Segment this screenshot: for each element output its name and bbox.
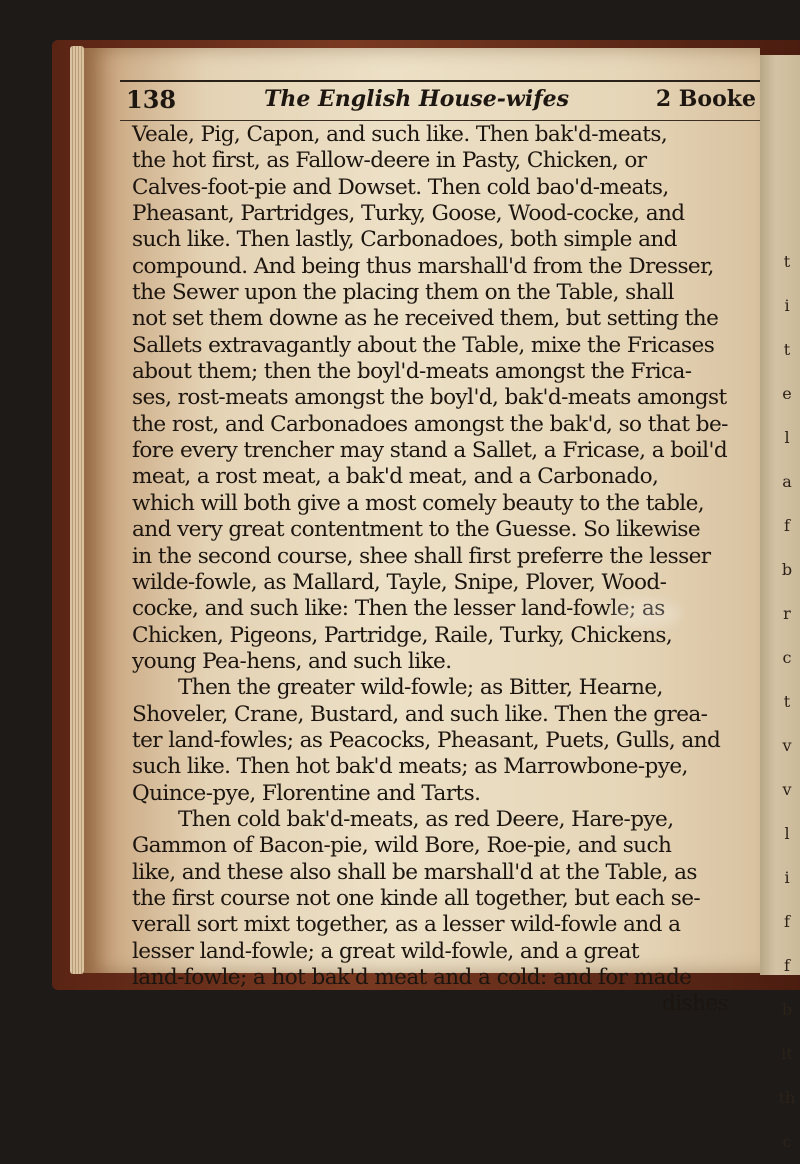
header-rule-top bbox=[120, 80, 760, 82]
text-line: Pheasant, Partridges, Turky, Goose, Wood-cocke, and bbox=[132, 201, 685, 227]
text-line: dishes bbox=[662, 991, 728, 1017]
text-line: about them; then the boyl'd-meats amongst the Frica- bbox=[132, 359, 692, 385]
facing-page-char: b bbox=[781, 560, 793, 579]
text-line: Shoveler, Crane, Bustard, and such like. Then the grea- bbox=[132, 701, 708, 727]
facing-page-char: v bbox=[782, 736, 792, 755]
facing-page-char: f bbox=[784, 956, 790, 975]
facing-page-char: c bbox=[782, 648, 792, 667]
text-line: Chicken, Pigeons, Partridge, Raile, Turky, Chickens, bbox=[132, 622, 673, 648]
facing-page-char: l bbox=[784, 824, 790, 843]
facing-page-char: th bbox=[778, 1088, 796, 1107]
text-line: Then cold bak'd-meats, as red Deere, Hare-pye, bbox=[178, 806, 674, 832]
text-line: compound. And being thus marshall'd from the Dresser, bbox=[132, 253, 714, 279]
text-line: cocke, and such like: Then the lesser land-fowle; as bbox=[132, 596, 665, 622]
running-title: The English House-wifes bbox=[264, 86, 570, 112]
facing-page-char: v bbox=[782, 780, 792, 799]
facing-page-char: f bbox=[784, 516, 790, 535]
text-line: lesser land-fowle; a great wild-fowle, and a great bbox=[132, 938, 639, 964]
facing-page-char: t bbox=[783, 692, 791, 711]
text-line: ses, rost-meats amongst the boyl'd, bak'd-meats amongst bbox=[132, 385, 727, 411]
text-line: the first course not one kinde all together, but each se- bbox=[132, 885, 701, 911]
text-line: young Pea-hens, and such like. bbox=[132, 648, 452, 674]
page-edges bbox=[70, 46, 84, 974]
facing-page-char: l bbox=[784, 428, 790, 447]
text-line: and very great contentment to the Guesse. So likewise bbox=[132, 517, 701, 543]
text-line: land-fowle; a hot bak'd meat and a cold: and for made bbox=[132, 965, 692, 990]
facing-page-char: it bbox=[781, 1044, 793, 1063]
text-line: which will both give a most comely beauty to the table, bbox=[132, 490, 705, 516]
facing-page-char: c bbox=[782, 1132, 792, 1151]
facing-page-char: i bbox=[784, 868, 790, 887]
header-rule-bottom bbox=[120, 120, 760, 121]
text-line: Sallets extravagantly about the Table, mixe the Fricases bbox=[132, 332, 715, 358]
text-line: fore every trencher may stand a Sallet, a Fricase, a boil'd bbox=[132, 438, 728, 464]
facing-page-char: t bbox=[783, 252, 791, 271]
text-line: Veale, Pig, Capon, and such like. Then bak'd-meats, bbox=[132, 122, 668, 147]
book-label: 2 Booke bbox=[655, 86, 756, 112]
body-text bbox=[132, 122, 768, 1018]
facing-page-char: a bbox=[782, 472, 792, 491]
text-line: the hot first, as Fallow-deere in Pasty, Chicken, or bbox=[132, 148, 647, 174]
text-line: Gammon of Bacon-pie, wild Bore, Roe-pie, and such bbox=[132, 833, 672, 859]
facing-page-char: e bbox=[782, 384, 792, 403]
facing-page-characters bbox=[778, 240, 796, 1164]
text-line: ter land-fowles; as Peacocks, Pheasant, Puets, Gulls, and bbox=[132, 727, 721, 753]
facing-page-char: b bbox=[781, 1000, 793, 1019]
facing-page-char: i bbox=[784, 296, 790, 315]
text-line: meat, a rost meat, a bak'd meat, and a Carbonado, bbox=[132, 464, 659, 490]
text-line: Calves-foot-pie and Dowset. Then cold bao'd-meats, bbox=[132, 174, 669, 200]
paper-stain bbox=[610, 600, 680, 628]
facing-page-char: r bbox=[783, 604, 791, 623]
facing-page-char: f bbox=[784, 912, 790, 931]
text-line: the Sewer upon the placing them on the Table, shall bbox=[132, 280, 674, 306]
text-line: the rost, and Carbonadoes amongst the bak'd, so that be- bbox=[132, 411, 728, 437]
text-line: Then the greater wild-fowle; as Bitter, Hearne, bbox=[178, 675, 663, 701]
text-line: like, and these also shall be marshall'd at the Table, as bbox=[132, 859, 697, 885]
page-number: 138 bbox=[126, 85, 177, 114]
text-line: such like. Then hot bak'd meats; as Marrowbone-pye, bbox=[132, 754, 688, 780]
text-line: not set them downe as he received them, but setting the bbox=[132, 306, 719, 332]
facing-page-char: t bbox=[783, 340, 791, 359]
page-header bbox=[126, 85, 756, 117]
text-line: Quince-pye, Florentine and Tarts. bbox=[132, 780, 481, 806]
text-line: such like. Then lastly, Carbonadoes, both simple and bbox=[132, 227, 677, 253]
text-line: wilde-fowle, as Mallard, Tayle, Snipe, Plover, Wood- bbox=[132, 569, 667, 595]
text-line: in the second course, shee shall first preferre the lesser bbox=[132, 543, 711, 569]
text-line: verall sort mixt together, as a lesser wild-fowle and a bbox=[132, 912, 681, 938]
